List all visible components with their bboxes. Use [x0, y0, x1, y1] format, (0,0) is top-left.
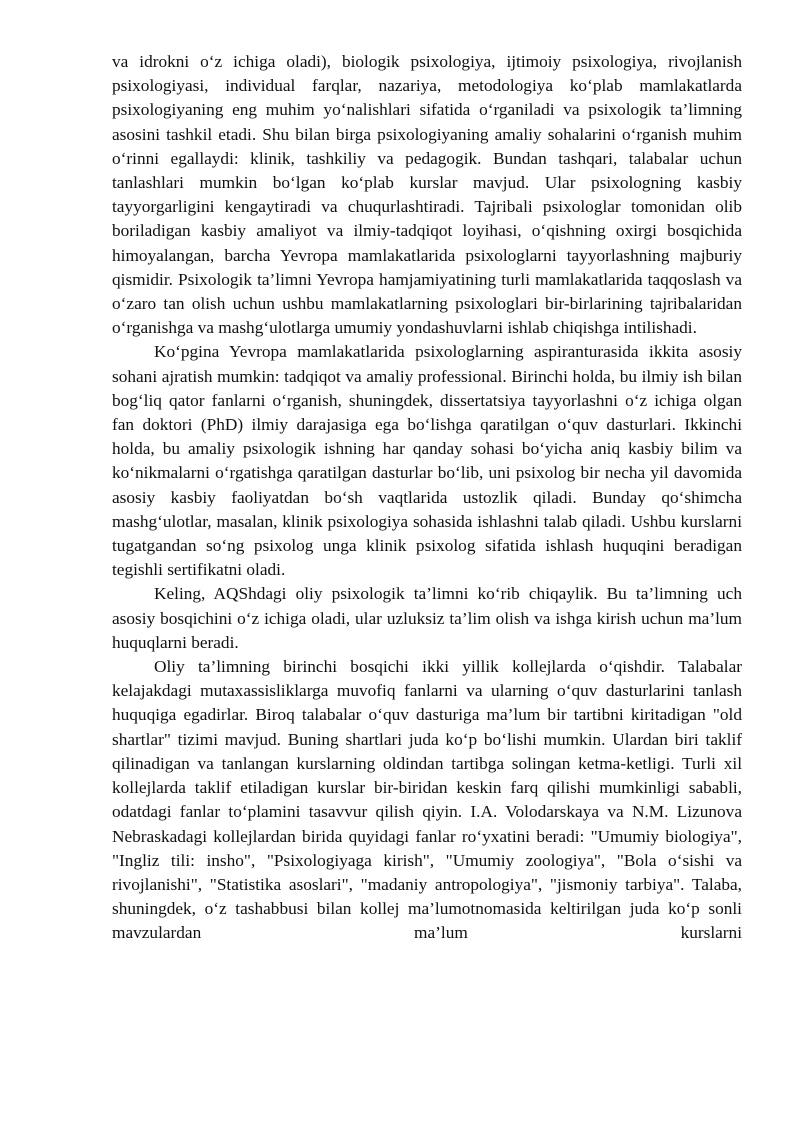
paragraph-usa-education: Keling, AQShdagi oliy psixologik ta’limni ko‘rib chiqaylik. Bu ta’limning uch asosiy bosqichini o‘z ichiga oladi, ular uzluksiz ta’lim olish va ishga kirish uchun ma’lum huquqlarni beradi. — [112, 584, 742, 652]
paragraph-postgraduate-europe: Ko‘pgina Yevropa mamlakatlarida psixologlarning aspiranturasida ikkita asosiy sohani ajratish mumkin: tadqiqot va amaliy professional. Birinchi holda, bu ilmiy ish bilan bog‘liq qator fanlarni o‘rganish, shuningdek, dissertatsiya tayyorlashni o‘z ichiga olgan fan doktori (PhD) ilmiy darajasiga ega bo‘lishga qaratilgan o‘quv dasturlari. Ikkinchi holda, bu amaliy psixologik ishning har qanday sohasi bo‘yicha aniq kasbiy bilim va ko‘nikmalarni o‘rgatishga qaratilgan dasturlar bo‘lib, uni psixolog bir necha yil davomida asosiy kasbiy faoliyatdan bo‘sh vaqtlarida ustozlik qiladi. Bunday qo‘shimcha mashg‘ulotlar, masalan, klinik psixologiya sohasida ishlashni talab qiladi. Ushbu kurslarni tugatgandan so‘ng psixolog unga klinik psixolog sifatida ishlash huquqini beradigan tegishli sertifikatni oladi. — [112, 342, 742, 580]
document-page — [112, 50, 742, 946]
paragraph-continuation: va idrokni o‘z ichiga oladi), biologik psixologiya, ijtimoiy psixologiya, rivojlanish psixologiyasi, individual farqlar, nazariya, metodologiya ko‘plab mamlakatlarda psixologiyaning eng muhim yo‘nalishlari sifatida o‘rganiladi va psixologik ta’limning asosini tashkil etadi. Shu bilan birga psixologiyaning amaliy sohalarini o‘rganish muhim o‘rinni egallaydi: klinik, tashkiliy va pedagogik. Bundan tashqari, talabalar uchun tanlashlari mumkin bo‘lgan ko‘plab kurslar mavjud. Ular psixologning kasbiy tayyorgarligini kengaytiradi va chuqurlashtiradi. Tajribali psixologlar tomonidan olib boriladigan kasbiy amaliyot va ilmiy-tadqiqot loyihasi, o‘qishning oxirgi bosqichida himoyalangan, barcha Yevropa mamlakatlarida psixologlarni tayyorlashning majburiy qismidir. Psixologik ta’limni Yevropa hamjamiyatining turli mamlakatlarida taqqoslash va o‘zaro tan olish uchun ushbu mamlakatlarning psixologlari bir-birlarining tajribalaridan o‘rganishga va mashg‘ulotlarga umumiy yondashuvlarni ishlab chiqishga intilishadi. — [112, 52, 742, 338]
paragraph-college-stage: Oliy ta’limning birinchi bosqichi ikki yillik kollejlarda o‘qishdir. Talabalar kelajakdagi mutaxassisliklarga muvofiq fanlarni va ularning o‘quv dasturlarini tanlash huquqiga egadirlar. Biroq talabalar o‘quv dasturiga ma’lum bir tartibni kiritadigan "old shartlar" tizimi mavjud. Buning shartlari juda ko‘p bo‘lishi mumkin. Ulardan biri taklif qilinadigan va tanlangan kurslarning oldindan tartibga solingan ketma-ketligi. Turli xil kollejlarda taklif etiladigan kurslar bir-biridan keskin farq qilishi mumkinligi sababli, odatdagi fanlar to‘plamini tasavvur qilish qiyin. I.A. Volodarskaya va N.M. Lizunova Nebraskadagi kollejlardan birida quyidagi fanlar ro‘yxatini beradi: "Umumiy biologiya", "Ingliz tili: insho", "Psixologiyaga kirish", "Umumiy zoologiya", "Bola o‘sishi va rivojlanishi", "Statistika asoslari", "madaniy antropologiya", "jismoniy tarbiya". Talaba, shuningdek, o‘z tashabbusi bilan kollej ma’lumotnomasida keltirilgan juda ko‘p sonli mavzulardan ma’lum kurslarni — [112, 657, 742, 943]
